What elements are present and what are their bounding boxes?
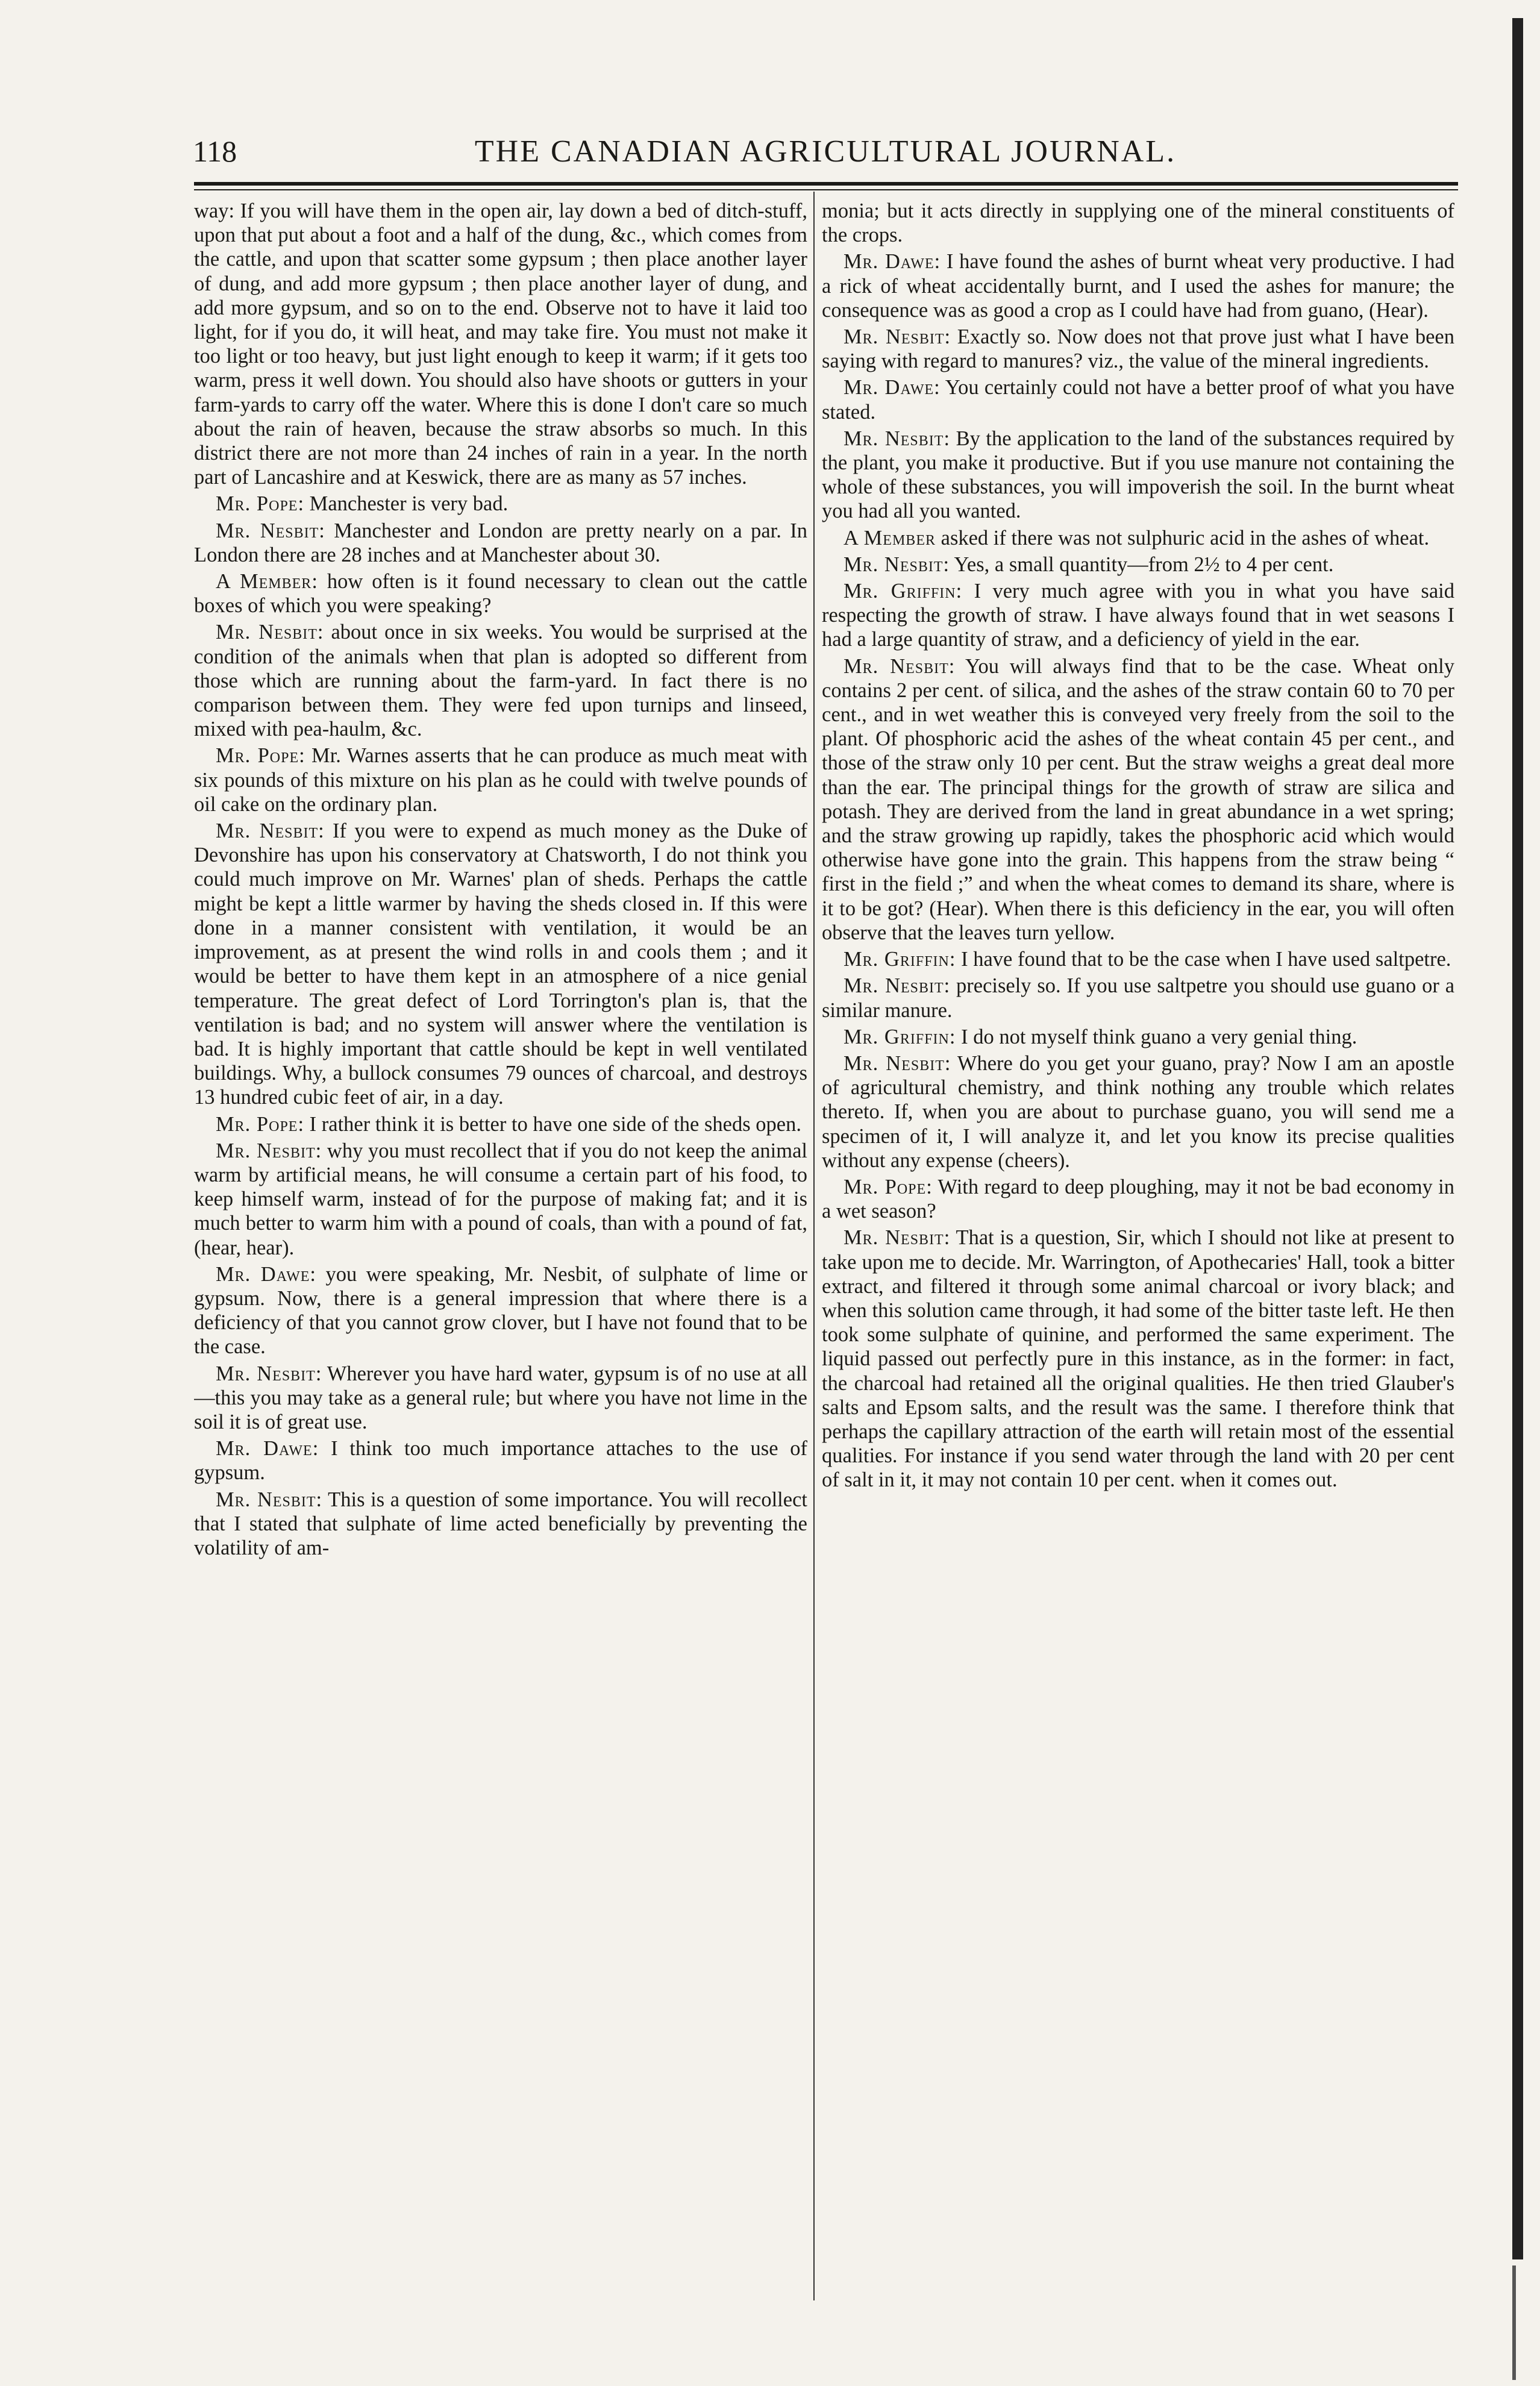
speaker-name: Mr. Nesbit: bbox=[844, 427, 951, 450]
paragraph bbox=[194, 1139, 807, 1260]
paragraph bbox=[194, 819, 807, 1109]
paragraph-text: Manchester is very bad. bbox=[309, 492, 509, 516]
paragraph bbox=[194, 519, 807, 567]
speaker-name: Mr. Pope: bbox=[216, 744, 305, 768]
paragraph bbox=[194, 1262, 807, 1359]
speaker-name: Mr. Dawe: bbox=[844, 376, 941, 399]
speaker-name: Mr. Nesbit: bbox=[216, 621, 324, 644]
speaker-name: Mr. Nesbit: bbox=[844, 974, 951, 998]
paragraph bbox=[194, 1362, 807, 1435]
paragraph-text: I have found the ashes of burnt wheat very productive. I had a rick of wheat accidentally burnt, and I used the ashes for manure; the consequence was as good a crop as I could have had from guano, (Hear). bbox=[822, 250, 1454, 322]
paragraph-text: With regard to deep ploughing, may it not be bad economy in a wet season? bbox=[822, 1175, 1454, 1223]
paragraph-text: Where do you get your guano, pray? Now I am an apostle of agricultural chemistry, and think nothing any trouble which relates thereto. If, when you are about to purchase guano, you will send me a specimen of it, I will analyze it, and let you know its precise qualities without any expense (cheers). bbox=[822, 1051, 1454, 1172]
header-rule-thick bbox=[194, 182, 1458, 186]
speaker-name: Mr. Nesbit: bbox=[844, 1051, 951, 1075]
paragraph bbox=[822, 974, 1454, 1022]
paragraph-text: I rather think it is better to have one side of the sheds open. bbox=[309, 1112, 801, 1136]
paragraph-text: I have found that to be the case when I have used saltpetre. bbox=[961, 948, 1451, 971]
page-edge-shadow-lower bbox=[1512, 2265, 1516, 2380]
paragraph bbox=[194, 1488, 807, 1561]
paragraph-text: By the application to the land of the substances required by the plant, you make it productive. But if you use manure not containing the whole of these substances, you will impoverish the soil. In the burnt wheat you had all you wanted. bbox=[822, 427, 1454, 523]
speaker-name: Mr. Dawe: bbox=[216, 1437, 319, 1461]
speaker-name: Mr. Griffin: bbox=[844, 948, 956, 971]
speaker-name: Mr. Griffin: bbox=[844, 1025, 956, 1048]
page-header bbox=[193, 134, 1458, 182]
paragraph bbox=[822, 553, 1454, 577]
paragraph-text: You certainly could not have a better proof of what you have stated. bbox=[822, 376, 1454, 424]
paragraph bbox=[822, 249, 1454, 322]
paragraph bbox=[822, 1025, 1454, 1049]
speaker-name: Mr. Nesbit: bbox=[216, 819, 325, 843]
paragraph bbox=[194, 569, 807, 618]
paragraph-text: I very much agree with you in what you have said respecting the growth of straw. I have always found that in wet seasons I had a large quantity of straw, and a deficiency of yield in the ear. bbox=[822, 580, 1454, 651]
right-column bbox=[822, 199, 1454, 2296]
paragraph-text: I think too much importance attaches to the use of gypsum. bbox=[194, 1437, 807, 1485]
speaker-name: Mr. Nesbit: bbox=[216, 519, 325, 542]
paragraph bbox=[822, 579, 1454, 652]
paragraph bbox=[822, 654, 1454, 945]
header-rule-thin bbox=[194, 189, 1458, 190]
paragraph bbox=[194, 1112, 807, 1136]
speaker-name: Mr. Nesbit: bbox=[216, 1362, 322, 1385]
paragraph-text: about once in six weeks. You would be surprised at the condition of the animals when that plan is adopted so different from those which are running about the farm-yard. In fact there is no comparison between them. They were fed upon turnips and linseed, mixed with pea-haulm, &c. bbox=[194, 621, 807, 741]
speaker-name: Mr. Nesbit: bbox=[844, 553, 950, 576]
speaker-name: Mr. Pope: bbox=[844, 1175, 933, 1198]
paragraph bbox=[822, 947, 1454, 971]
speaker-name: Mr. Nesbit: bbox=[844, 654, 956, 678]
speaker-name: A Member bbox=[844, 526, 936, 550]
paragraph bbox=[194, 1436, 807, 1485]
paragraph-text: why you must recollect that if you do not keep the animal warm by artificial means, he will consume a certain part of his food, to keep himself warm, instead of for the purpose of making fat; and it is much better to warm him with a pound of coals, than with a pound of fat, (hear, hear). bbox=[194, 1139, 807, 1259]
column-divider bbox=[813, 192, 815, 2300]
paragraph-text: If you were to expend as much money as the Duke of Devonshire has upon his conservatory at Chatsworth, I do not think you could much improve on Mr. Warnes' plan of sheds. Perhaps the cattle might be kept a little warmer by having the sheds closed in. If this were done in a manner consistent with ventilation, it would be an improvement, as at present the wind rolls in and cools them ; and it would be better to have them kept in an atmosphere of a nice genial temperature. The great defect of Lord Torrington's plan is, that the ventilation is bad; and no system will answer where the ventilation is bad. It is highly important that cattle should be kept in well ventilated buildings. Why, a bullock consumes 79 ounces of charcoal, and destroys 13 hundred cubic feet of air, in a day. bbox=[194, 819, 807, 1109]
page-number: 118 bbox=[193, 134, 237, 168]
paragraph bbox=[822, 427, 1454, 524]
speaker-name: Mr. Dawe: bbox=[216, 1262, 317, 1286]
paragraph bbox=[822, 199, 1454, 247]
paragraph bbox=[822, 1051, 1454, 1173]
paragraph bbox=[194, 199, 807, 489]
paragraph bbox=[822, 375, 1454, 424]
paragraph bbox=[194, 620, 807, 741]
paragraph bbox=[822, 1175, 1454, 1223]
left-column bbox=[194, 199, 807, 2296]
paragraph bbox=[822, 325, 1454, 373]
paragraph-text: Wherever you have hard water, gypsum is of no use at all—this you may take as a general rule; but where you have not lime in the soil it is of great use. bbox=[194, 1362, 807, 1433]
paragraph-text: how often is it found necessary to clean out the cattle boxes of which you were speaking? bbox=[194, 570, 807, 618]
paragraph-text: Mr. Warnes asserts that he can produce as much meat with six pounds of this mixture on his plan as he could with twelve pounds of oil cake on the ordinary plan. bbox=[194, 744, 807, 816]
paragraph-text: Exactly so. Now does not that prove just what I have been saying with regard to manures? viz., the value of the mineral ingredients. bbox=[822, 325, 1454, 373]
paragraph-text: You will always find that to be the case. Wheat only contains 2 per cent. of silica, and the ashes of the straw contain 60 to 70 per cent., and in wet weather this is conveyed very freely from the soil to the plant. Of phosphoric acid the ashes of the wheat contain 45 per cent., and those of the straw only 10 per cent. But the straw weighs a great deal more than the ear. The principal things for the growth of straw are silica and potash. They are derived from the land in great abundance in a wet spring; and the straw growing up rapidly, takes the phosphoric acid which would otherwise have gone into the grain. This happens from the straw being “ first in the field ;” and when the wheat comes to demand its share, where is it to be got? (Hear). When there is this deficiency in the ear, you will often observe that the leaves turn yellow. bbox=[822, 654, 1454, 944]
speaker-name: Mr. Pope: bbox=[216, 492, 305, 516]
page-edge-shadow bbox=[1512, 18, 1523, 2259]
paragraph-text: This is a question of some importance. You will recollect that I stated that sulphate of lime acted beneficially by preventing the volatility of am- bbox=[194, 1488, 807, 1559]
journal-title: THE CANADIAN AGRICULTURAL JOURNAL. bbox=[474, 134, 1177, 169]
speaker-name: Mr. Nesbit: bbox=[216, 1139, 322, 1162]
paragraph bbox=[822, 1226, 1454, 1492]
speaker-name: Mr. Griffin: bbox=[844, 580, 963, 603]
paragraph-text: you were speaking, Mr. Nesbit, of sulphate of lime or gypsum. Now, there is a general impression that where there is a deficiency of that you cannot grow clover, but I have not found that to be the case. bbox=[194, 1262, 807, 1359]
speaker-name: Mr. Nesbit: bbox=[844, 1226, 951, 1250]
paragraph-text: monia; but it acts directly in supplying one of the mineral constituents of the crops. bbox=[822, 199, 1454, 247]
speaker-name: Mr. Pope: bbox=[216, 1112, 305, 1136]
speaker-name: Mr. Nesbit: bbox=[216, 1488, 323, 1511]
speaker-name: A Member: bbox=[216, 570, 318, 593]
paragraph-text: Yes, a small quantity—from 2½ to 4 per cent. bbox=[954, 553, 1334, 576]
paragraph-text: Manchester and London are pretty nearly on a par. In London there are 28 inches and at Manchester about 30. bbox=[194, 519, 807, 566]
paragraph-text: precisely so. If you use saltpetre you should use guano or a similar manure. bbox=[822, 974, 1454, 1022]
paragraph bbox=[822, 526, 1454, 550]
paragraph-text: That is a question, Sir, which I should not like at present to take upon me to decide. Mr. Warrington, of Apothecaries' Hall, took a bitter extract, and filtered it through some animal charcoal or ivory black; and when this solution came through, it had some of the bitter taste left. He then took some sulphate of quinine, and performed the same experiment. The liquid passed out perfectly pure in this instance, as in the former: in fact, the charcoal had retained all the original qualities. He then tried Glauber's salts and Epsom salts, and the result was the same. I therefore think that perhaps the capillary attraction of the earth will retain most of the essential qualities. For instance if you send water through the land with 20 per cent of salt in it, it may not contain 10 per cent. when it comes out. bbox=[822, 1226, 1454, 1492]
paragraph bbox=[194, 744, 807, 816]
paragraph-text: I do not myself think guano a very genial thing. bbox=[961, 1025, 1357, 1048]
paragraph-text: way: If you will have them in the open air, lay down a bed of ditch-stuff, upon that put about a foot and a half of the dung, &c., which comes from the cattle, and upon that scatter some gypsum ; then place another layer of dung, and add more gypsum ; then place another layer of dung, and add more gypsum, and so on to the end. Observe not to have it laid too light, for if you do, it will heat, and may take fire. You must not make it too light or too heavy, but just light enough to keep it warm; if it gets too warm, press it well down. You should also have shoots or gutters in your farm-yards to carry off the water. Where this is done I don't care so much about the rain of heaven, because the straw absorbs so much. In this district there are not more than 24 inches of rain in a year. In the north part of Lancashire and at Keswick, there are as many as 57 inches. bbox=[194, 199, 807, 489]
speaker-name: Mr. Nesbit: bbox=[844, 325, 951, 349]
speaker-name: Mr. Dawe: bbox=[844, 250, 941, 274]
paragraph-text: asked if there was not sulphuric acid in the ashes of wheat. bbox=[941, 526, 1430, 550]
paragraph bbox=[194, 492, 807, 516]
